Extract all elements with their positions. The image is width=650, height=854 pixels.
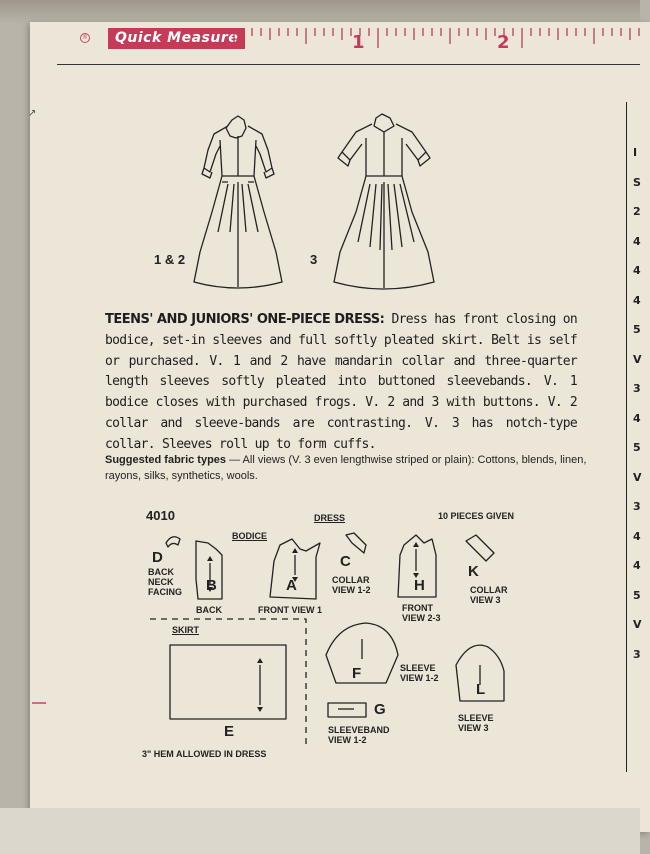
piece-letter-d: D	[152, 549, 163, 566]
fabric-title: Suggested fabric types	[105, 454, 227, 466]
frame-border	[57, 64, 640, 65]
ruler-scale	[232, 28, 642, 52]
view-label-1-2: 1 & 2	[154, 252, 186, 267]
side-mark: 3	[633, 500, 641, 513]
section-skirt: SKIRT	[172, 625, 199, 635]
fabric-text: — All views (V. 3 even lengthwise striped or plain): Cottons, blends, linen, rayons, silks, synthetics, wools.	[105, 454, 587, 482]
piece-label-a: FRONT VIEW 1	[258, 605, 323, 615]
left-edge-line	[32, 702, 46, 704]
piece-letter-l: L	[476, 681, 486, 698]
piece-label-k: COLLAR VIEW 3	[470, 585, 508, 605]
side-mark: 5	[633, 588, 641, 602]
ruler-ticks	[232, 28, 642, 52]
piece-label-g: SLEEVEBAND VIEW 1-2	[328, 725, 390, 745]
side-mark: 4	[633, 559, 641, 572]
side-mark: S	[633, 175, 641, 189]
dress-illustration	[154, 112, 458, 298]
dress-drawing	[188, 112, 458, 298]
side-mark: 3	[633, 382, 641, 395]
section-dress: DRESS	[314, 513, 346, 523]
piece-letter-e: E	[224, 723, 235, 740]
piece-label-e: 3" HEM ALLOWED IN DRESS	[142, 749, 267, 759]
piece-letter-k: K	[468, 563, 479, 580]
side-mark: V	[633, 352, 642, 366]
pattern-pieces-diagram	[140, 505, 520, 765]
left-edge-mark: ↗	[28, 108, 37, 119]
side-mark: 5	[633, 441, 641, 454]
section-bodice: BODICE	[232, 531, 268, 541]
side-mark: 3	[633, 647, 641, 661]
description-body: Dress has front closing on bodice, set-in sleeves and full softly pleated skirt. Belt is self or purchased. V. 1 and 2 have mandarin collar and three-quarter length sleeves softly pleated into buttoned sleevebands. V. 1 bodice closes with purchased frogs. V. 2 and 3 with buttons. V. 2 collar and sleeve-bands are contrasting. V. 3 has notch-type collar. Sleeves roll up to form cuffs.	[105, 312, 577, 452]
ruler-label: Quick Measure	[108, 28, 245, 49]
side-mark: I	[633, 146, 638, 159]
right-column-border	[626, 102, 641, 772]
piece-letter-f: F	[352, 665, 362, 682]
pieces-given-label: 10 PIECES GIVEN	[438, 511, 515, 521]
side-mark: 5	[633, 323, 641, 336]
pattern-description	[105, 310, 577, 456]
side-mark: 2	[633, 205, 641, 218]
piece-label-b: BACK	[196, 605, 222, 615]
piece-label-c: COLLAR VIEW 1-2	[332, 575, 371, 595]
side-mark: V	[633, 470, 642, 484]
side-mark: V	[633, 618, 642, 631]
pattern-number: 4010	[146, 508, 175, 523]
ruler-mark-2: 2	[497, 32, 510, 53]
side-mark: 4	[633, 529, 641, 543]
piece-letter-h: H	[414, 577, 425, 594]
view-label-3: 3	[310, 252, 318, 267]
registered-mark-icon: ®	[80, 33, 90, 43]
table-surface	[0, 808, 640, 854]
piece-label-d: BACK NECK FACING	[148, 567, 183, 597]
piece-letter-g: G	[374, 701, 386, 718]
piece-label-f: SLEEVE VIEW 1-2	[400, 663, 439, 683]
piece-letter-b: B	[206, 577, 217, 594]
quick-measure-ruler	[108, 28, 640, 52]
side-mark: 4	[633, 293, 641, 307]
ruler-mark-1: 1	[352, 32, 365, 53]
side-mark: 4	[633, 234, 641, 248]
description-title: TEENS' AND JUNIORS' ONE-PIECE DRESS:	[105, 312, 385, 327]
piece-letter-a: A	[286, 577, 297, 594]
background-edge	[0, 0, 640, 24]
piece-label-l: SLEEVE VIEW 3	[458, 713, 494, 733]
piece-label-h: FRONT VIEW 2-3	[402, 603, 441, 623]
fabric-suggestions	[105, 453, 595, 484]
piece-letter-c: C	[340, 553, 351, 570]
side-mark: 4	[633, 264, 641, 277]
side-mark: 4	[633, 411, 641, 425]
